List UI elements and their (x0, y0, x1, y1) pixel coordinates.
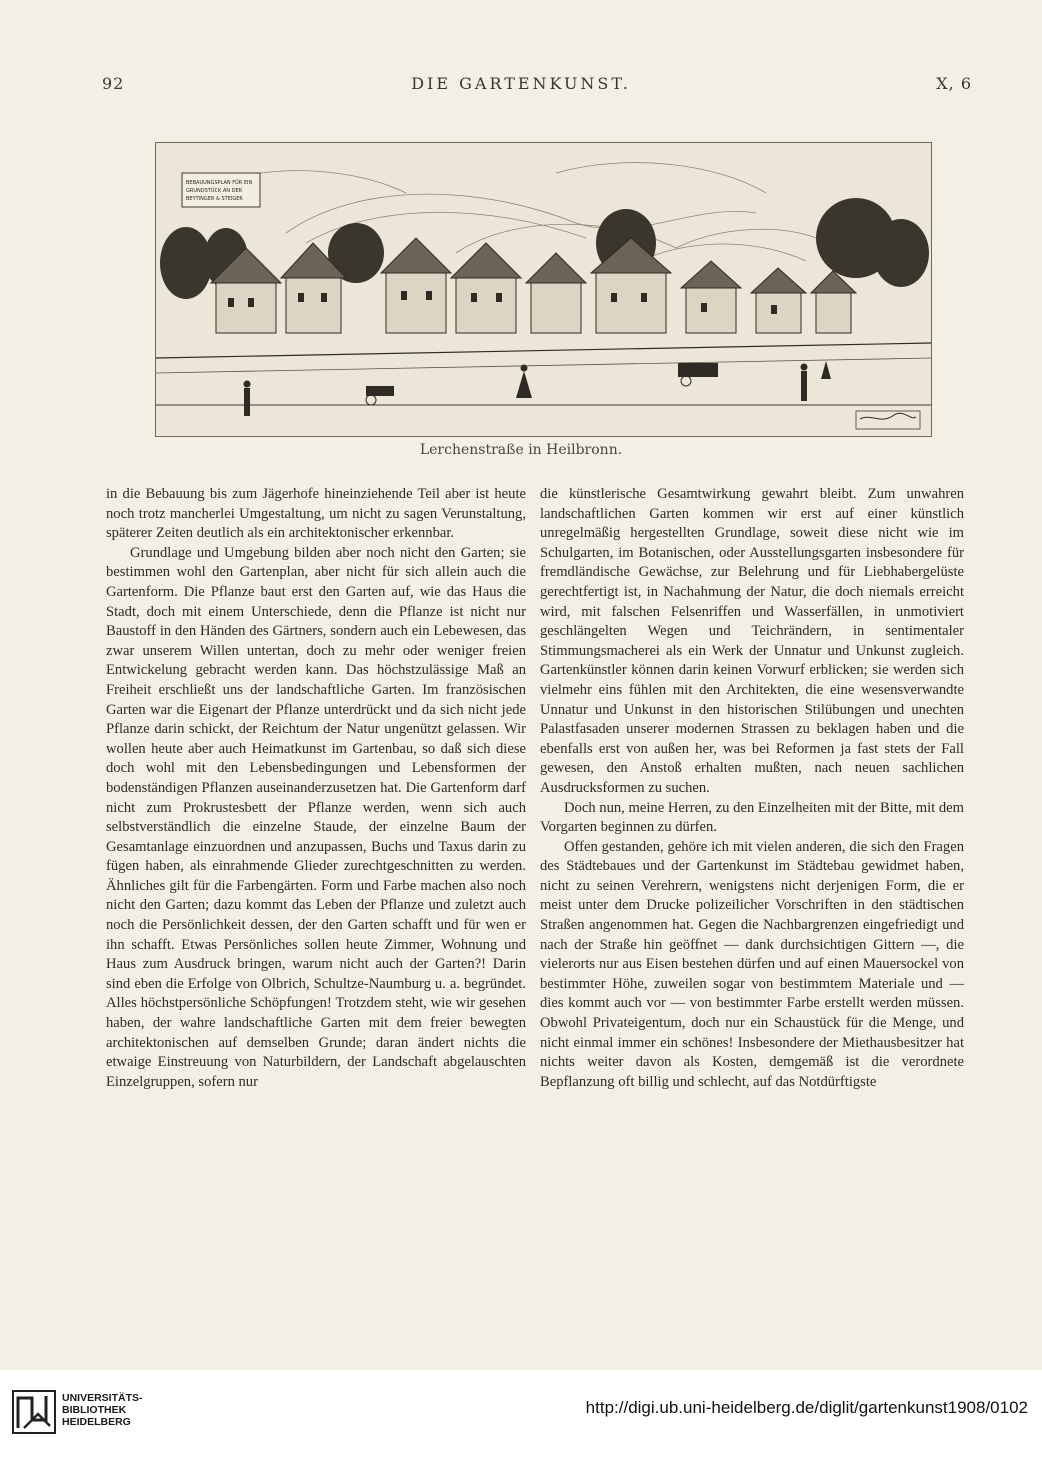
paragraph: die künstlerische Gesamtwirkung gewahrt bleibt. Zum unwahren landschaftlichen Garten kommen wir erst auf einer künstlich unregelmäßig hergestellten Grundlage, soweit diese nicht wie im Schulgarten, im Botanischen, oder Ausstellungsgarten insbesondere für fremdländische Gewächse, zur Belehrung und für Liebhabergelüste gerechtfertigt ist, in Nachahmung der Natur, die doch niemals erreicht wird, mit falschen Felsenriffen und Wasserfällen, in unmotiviert geschlängelten Wegen und Teichrändern, in sentimentaler Stimmungsmacherei als ein Werk der Unnatur und Unkunst zugleich. Gartenkünstler können darin keinen Vorwurf erblicken; sie werden sich vielmehr eins fühlen mit den Architekten, die eine wesensverwandte Unnatur und Unkunst in den historischen Stilübungen und unechten Palastfasaden unserer modernen Strassen zu beklagen haben und die ebenfalls erst von außen her, was bei Reformen ja fast stets der Fall gewesen, den Anstoß erhalten mußten, nach neuen sachlichen Ausdrucksformen zu suchen. (540, 486, 964, 796)
svg-text:GRUNDSTÜCK AN DER: GRUNDSTÜCK AN DER (186, 188, 243, 194)
library-line: BIBLIOTHEK (62, 1404, 127, 1416)
library-line: UNIVERSITÄTS- (62, 1392, 143, 1404)
paragraph: in die Bebauung bis zum Jägerhofe hineinziehende Teil aber ist heute noch trotz mancherlei Umgestaltung, um nicht zu sagen Verunstaltung, späterer Zeiten deutlich als ein architektonischer erkennbar. (106, 486, 526, 542)
permalink-url[interactable]: http://digi.ub.uni-heidelberg.de/diglit/gartenkunst1908/0102 (585, 1398, 1028, 1417)
university-library-logo-icon (12, 1390, 56, 1434)
paragraph: Grundlage und Umgebung bilden aber noch nicht den Garten; sie bestimmen wohl den Gartenplan, aber nicht für sich allein auch die Gartenform. Die Pflanze baut erst den Garten auf, wie das Haus die Stadt, doch mit einem Unterschiede, denn die Pflanze ist nicht nur Baustoff in den Händen des Gärtners, sondern auch ein Lebewesen, das zwar unserem Willen untertan, doch zu mehr oder weniger freien Entwickelung gebracht werden kann. Das höchstzulässige Maß an Freiheit erschließt uns der landschaftliche Garten. Im französischen Garten war die Eigenart der Pflanze unterdrückt und da sich nicht jede Pflanze darin schickt, der Reichtum der Natur ungenützt gelassen. Wir wollen heute aber auch Heimatkunst im Gartenbau, so daß sich diese doch wohl mit den Lebensbedingungen und Lebensformen der bodenständigen Pflanzen auseinanderzusetzen hat. Die Gartenform darf nicht zum Prokrustesbett der Pflanze werden, wenn sich auch selbstverständlich die einzelne Staude, der einzelne Baum der Gesamtanlage einzuordnen und anzupassen, Buchs und Taxus darin zu fügen haben, als einrahmende Glieder zurechtgeschnitten zu werden. Ähnliches gilt für die Farbengärten. Form und Farbe machen also noch nicht den Garten; dazu kommt das Leben der Pflanze und zuletzt auch noch die Persönlichkeit dessen, der den Garten schafft und für wen er ihn schafft. Etwas Persönliches sollen heute Zimmer, Wohnung und Haus zum Ausdruck bringen, warum nicht auch der Garten?! Darin sind eben die Erfolge von Olbrich, Schultze-Naumburg u. a. begründet. Alles höchstpersönliche Schöpfungen! Trotzdem steht, wie wir gesehen haben, der wahre landschaftliche Garten mit dem freier bewegten architektonischen auf demselben Grunde; daran ändert nichts die etwaige Einstreuung von Naturbildern, der Landschaft abgelauschten Einzelgruppen, sofern nur (106, 544, 526, 1090)
street-drawing (156, 143, 931, 436)
library-line: HEIDELBERG (62, 1416, 131, 1428)
library-name (62, 1392, 143, 1428)
paragraph: Offen gestanden, gehöre ich mit vielen anderen, die sich den Fragen des Städtebaues und der Gartenkunst im Städtebau gewidmet haben, nicht zu seinen Verehrern, wenigstens nicht derjenigen Form, die er meist unter dem Drucke polizeilicher Vorschriften in den städtischen Straßen angenommen hat. Gegen die Nachbargrenzen eingefriedigt und nach der Straße hin geöffnet — dank durchsichtigen Gittern —, die vielerorts nur aus Eisen bestehen dürfen und auf einen Mauersockel von bestimmter Höhe, zuweilen sogar von bestimmtem Materiale und — dies kommt auch vor — von bestimmter Farbe erstellt werden müssen. Obwohl Privateigentum, doch nur ein Schaustück für die Menge, und nicht einmal immer ein schönes! Insbesondere der Miethausbesitzer hat nichts weiter davon als Kosten, demgemäß ist die verordnete Bepflanzung oft billig und schlecht, auf das Notdürftigste (540, 838, 964, 1090)
running-title: DIE GARTENKUNST. (411, 74, 631, 93)
left-text-column (106, 485, 526, 1092)
svg-text:BEYTINGER & STEIGER: BEYTINGER & STEIGER (186, 196, 243, 202)
figure-caption: Lerchenstraße in Heilbronn. (419, 442, 623, 458)
street-illustration (155, 142, 932, 437)
footer-bar (0, 1370, 1042, 1461)
paragraph: Doch nun, meine Herren, zu den Einzelheiten mit der Bitte, mit dem Vorgarten beginnen zu dürfen. (540, 799, 964, 836)
svg-text:BEBAUUNGSPLAN FÜR EIN: BEBAUUNGSPLAN FÜR EIN (186, 180, 253, 186)
volume-issue: X, 6 (936, 74, 972, 93)
right-text-column (540, 485, 964, 1092)
page-number: 92 (102, 74, 125, 93)
